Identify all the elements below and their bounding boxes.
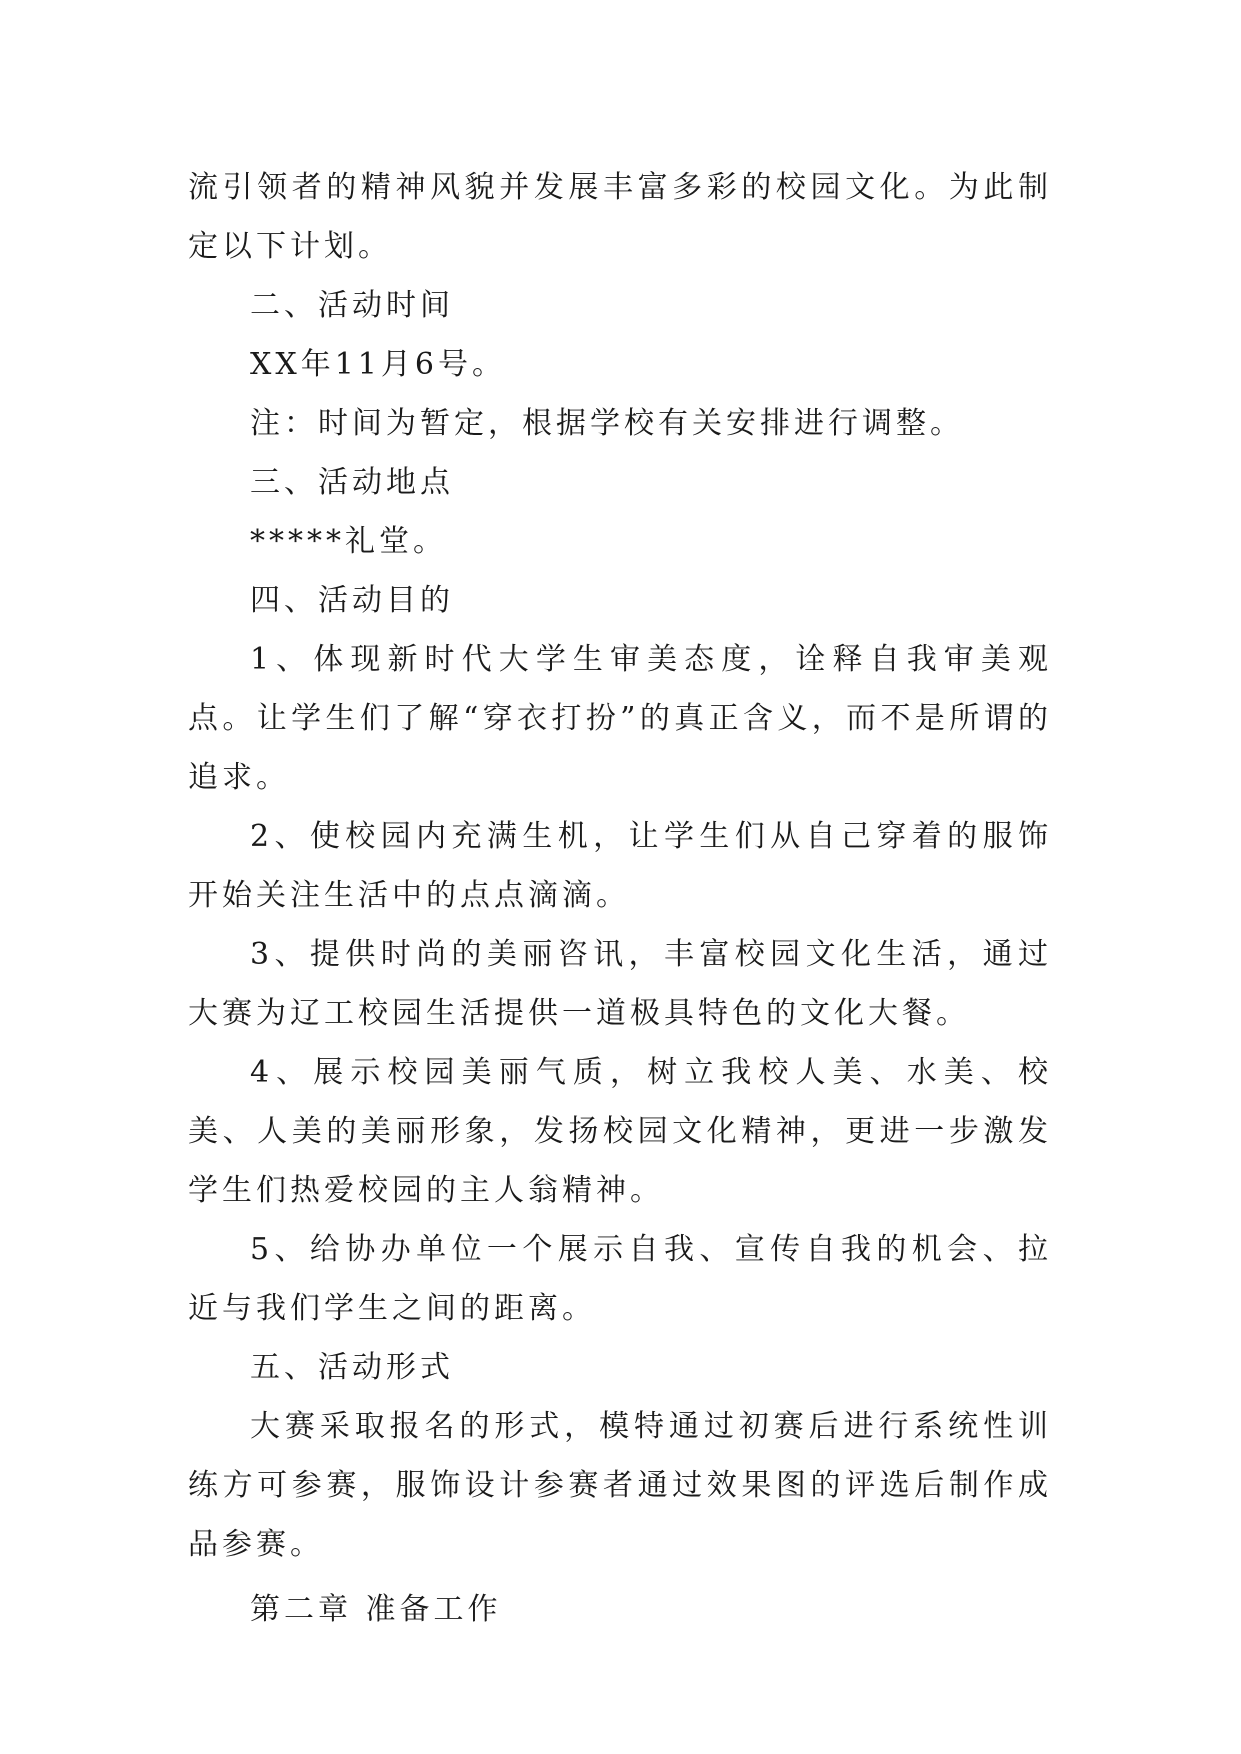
paragraph-purpose-3: 3、提供时尚的美丽咨讯，丰富校园文化生活，通过大赛为辽工校园生活提供一道极具特色的文化大餐。 [188,937,1052,1031]
heading-activity-time: 二、活动时间 [250,288,454,323]
chapter-heading-preparation: 第二章 准备工作 [250,1592,502,1627]
heading-activity-purpose: 四、活动目的 [250,583,454,618]
heading-activity-format: 五、活动形式 [250,1350,454,1385]
paragraph-activity-date: XX年11月6号。 [250,347,506,382]
paragraph-activity-format: 大赛采取报名的形式，模特通过初赛后进行系统性训练方可参赛，服饰设计参赛者通过效果图的评选后制作成品参赛。 [188,1409,1052,1562]
paragraph-location: *****礼堂。 [250,524,447,559]
heading-activity-location: 三、活动地点 [250,465,454,500]
paragraph-time-note: 注：时间为暂定，根据学校有关安排进行调整。 [250,406,964,441]
paragraph-purpose-2: 2、使校园内充满生机，让学生们从自己穿着的服饰开始关注生活中的点点滴滴。 [188,819,1052,913]
document-body [188,158,1052,1639]
paragraph-purpose-5: 5、给协办单位一个展示自我、宣传自我的机会、拉近与我们学生之间的距离。 [188,1232,1052,1326]
paragraph-purpose-4: 4、展示校园美丽气质，树立我校人美、水美、校美、人美的美丽形象，发扬校园文化精神，更进一步激发学生们热爱校园的主人翁精神。 [188,1055,1052,1208]
paragraph-purpose-1: 1、体现新时代大学生审美态度，诠释自我审美观点。让学生们了解“穿衣打扮”的真正含义，而不是所谓的追求。 [188,642,1052,795]
paragraph-intro-continuation: 流引领者的精神风貌并发展丰富多彩的校园文化。为此制定以下计划。 [188,170,1052,264]
